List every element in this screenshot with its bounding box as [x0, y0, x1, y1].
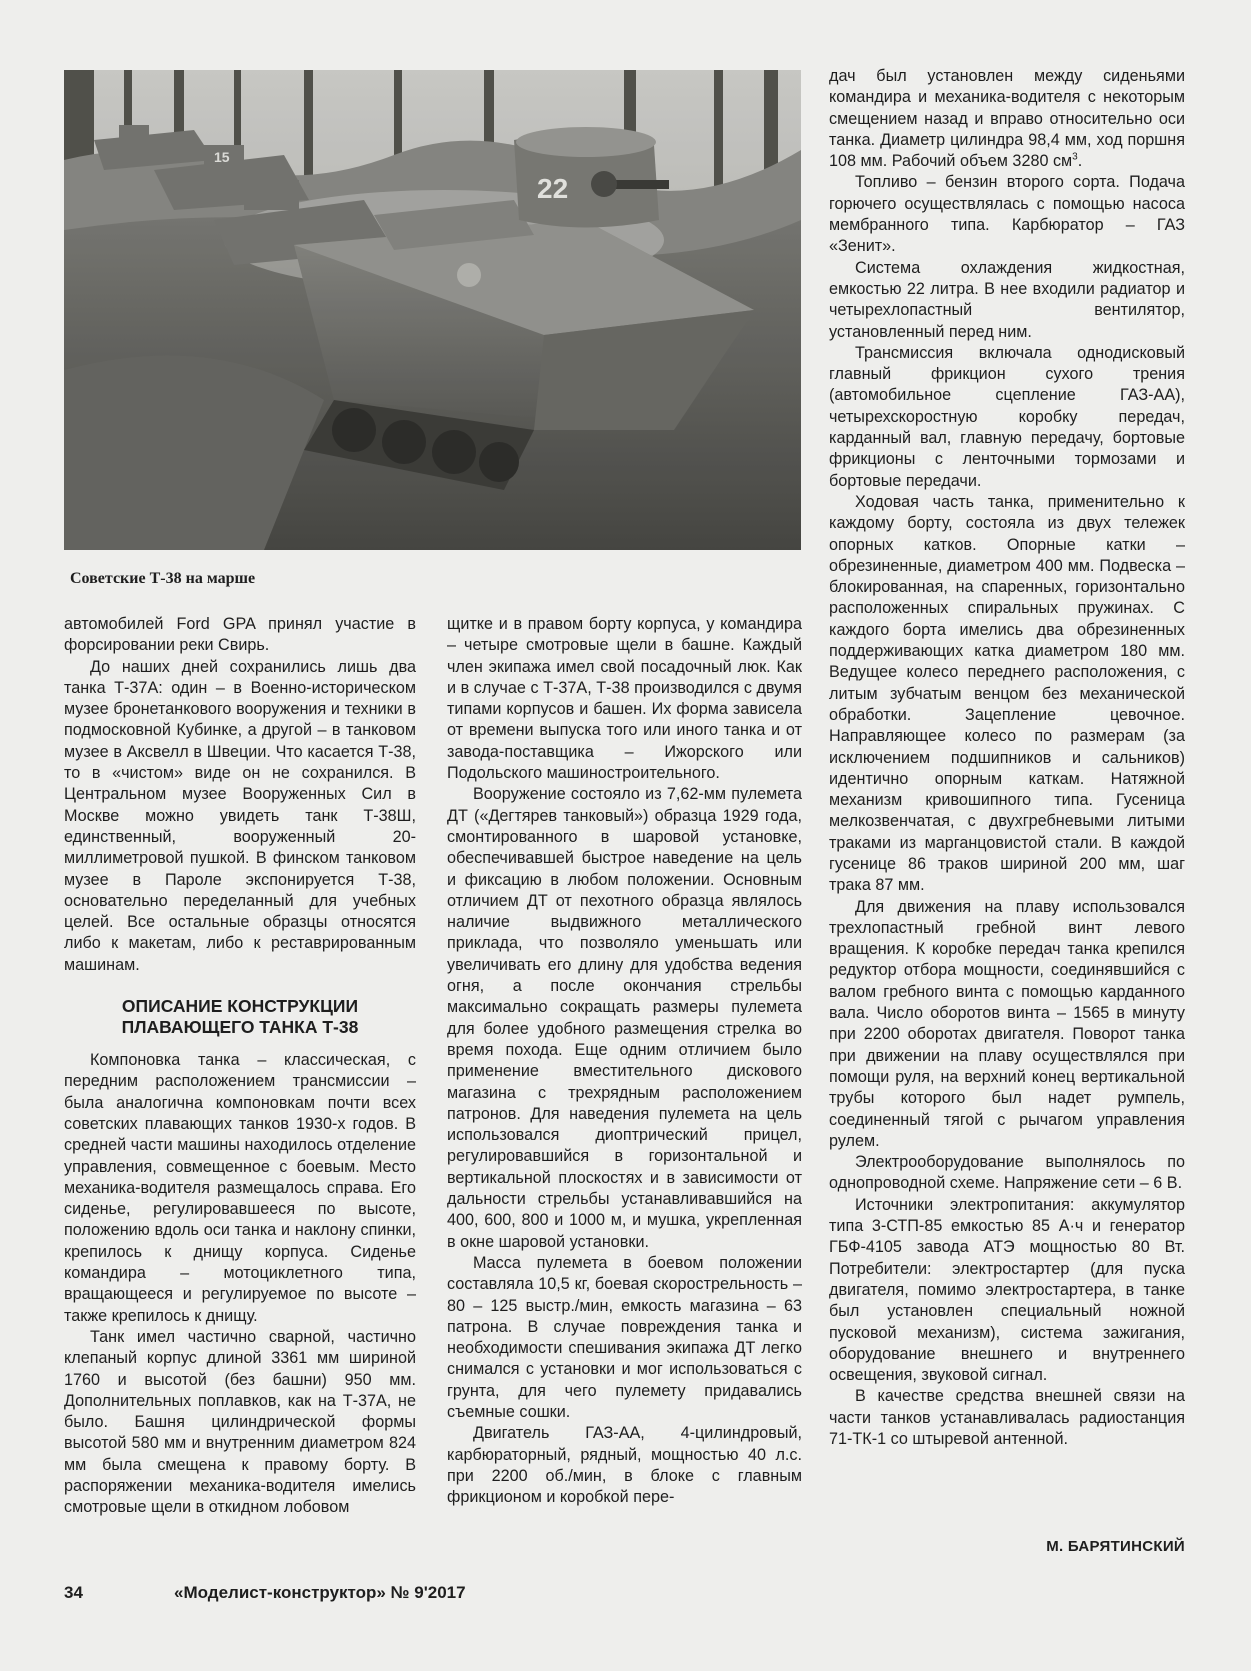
- paragraph: щитке и в правом борту корпуса, у командира – четыре смотровые щели в башне. Каждый член экипажа имел свой посадочный люк. Как и в случае с Т-37А, Т-38 производился с двумя типами корпусов и башен. Их форма зависела от времени выпуска того или иного танка и от завода-поставщика – Ижорского или Подольского машиностроительного.: [447, 615, 802, 783]
- tank-photo-illustration: [64, 70, 801, 550]
- paragraph: Масса пулемета в боевом положении составляла 10,5 кг, боевая скорострельность – 80 – 125 выстр./мин, емкость магазина – 63 патрона. В случае повреждения танка и необходимости спешивания экипажа ДТ легко снимался с установки и мог использоваться с грунта, для чего пулемету придавались съемные сошки.: [447, 1253, 802, 1421]
- section-heading-line-2: ПЛАВАЮЩЕГО ТАНКА Т-38: [121, 1017, 359, 1038]
- text-column-1: [64, 614, 416, 1519]
- paragraph: Трансмиссия включала однодисковый главный фрикцион сухого трения (автомобильное сцепление ГАЗ-АА), четырехскоростную коробку передач, карданный вал, главную передачу, бортовые фрикционы с ленточными тормозами и бортовые передачи.: [829, 343, 1185, 490]
- paragraph: Вооружение состояло из 7,62-мм пулемета ДТ («Дегтярев танковый») образца 1929 года, смонтированного в шаровой установке, обеспечивавшей быстрое наведение на цель и фиксацию в любом положении. Основным отличием ДТ от пехотного образца являлось наличие выдвижного металлического приклада, что позволяло уменьшать или увеличивать его длину для удобства ведения огня, а после окончания стрельбы максимально сокращать размеры пулемета для более удобного размещения стрелка во время похода. Еще одним отличием было применение вместительного дискового магазина с трехрядным расположением патронов. Для наведения пулемета на цель использовался диоптрический прицел, регулировавшийся в горизонтальной и вертикальной плоскостях и в зависимости от дальности стрельбы устанавливавшийся на 400, 600, 800 и 1000 м, и мушка, укрепленная в окне шаровой установки.: [447, 785, 802, 1251]
- tank-photo: [64, 70, 801, 550]
- paragraph: Топливо – бензин второго сорта. Подача горючего осуществлялась с помощью насоса мембранного типа. Карбюратор – ГАЗ «Зенит».: [829, 173, 1185, 256]
- paragraph: Электрооборудование выполнялось по однопроводной схеме. Напряжение сети – 6 В.: [829, 1153, 1185, 1193]
- page-footer: [64, 1583, 764, 1603]
- paragraph: До наших дней сохранились лишь два танка Т-37А: один – в Военно-историческом музее бронетанкового вооружения и техники в подмосковной Кубинке, а другой – в танковом музее в Аксвелл в Швеции. Что касается Т-38, то в «чистом» виде он не сохранился. В Центральном музее Вооруженных Сил в Москве можно увидеть танк Т-38Ш, единственный, вооруженный 20-миллиметровой пушкой. В финском танковом музее в Пароле экспонируется Т-38, основательно переделанный для учебных целей. Все остальные образцы относятся либо к макетам, либо к реставрированным машинам.: [64, 657, 416, 974]
- paragraph: Танк имел частично сварной, частично клепаный корпус длиной 3361 мм шириной 1760 и высотой (без башни) 950 мм. Дополнительных поплавков, как на Т-37А, не было. Башня цилиндрической формы высотой 580 мм и внутренним диаметром 824 мм была смещена к правому борту. В распоряжении механика-водителя имелись смотровые щели в откидном лобовом: [64, 1327, 416, 1517]
- magazine-issue: «Моделист-конструктор» № 9'2017: [174, 1583, 466, 1602]
- section-heading: [64, 996, 416, 1038]
- paragraph: Система охлаждения жидкостная, емкостью 22 литра. В нее входили радиатор и четырехлопастный вентилятор, установленный перед ним.: [829, 258, 1185, 341]
- paragraph: В качестве средства внешней связи на части танков устанавливалась радиостанция 71-ТК-1 со штыревой антенной.: [829, 1387, 1185, 1448]
- paragraph: Компоновка танка – классическая, с передним расположением трансмиссии – была аналогична компоновкам почти всех советских плавающих танков 1930-х годов. В средней части машины находилось отделение управления, совмещенное с боевым. Место механика-водителя размещалось справа. Его сиденье, регулировавшееся по высоте, положению вдоль оси танка и наклону спинки, крепилось к днищу корпуса. Сиденье командира – мотоциклетного типа, вращающееся и регулируемое по высоте – также крепилось к днищу.: [64, 1051, 416, 1325]
- superscript: 3: [1072, 151, 1078, 163]
- photo-caption: Советские Т-38 на марше: [70, 570, 256, 587]
- paragraph: автомобилей Ford GPA принял участие в форсировании реки Свирь.: [64, 615, 416, 655]
- svg-text:22: 22: [537, 173, 569, 204]
- paragraph: Ходовая часть танка, применительно к каждому борту, состояла из двух тележек опорных катков. Опорные катки – обрезиненные, диаметром 400 мм. Подвеска – блокированная, на спаренных, горизонтально расположенных спиральных пружинах. С каждого борта имелись два обрезиненных поддерживающих катка диаметром 180 мм. Ведущее колесо переднего расположения, с литым зубчатым венцом без механической обработки. Зацепление цевочное. Направляющее колесо по размерам (за исключением подшипников и сальников) идентично опорным каткам. Натяжной механизм кривошипного типа. Гусеница мелкозвенчатая, с двухгребневыми литыми траками из марганцовистой стали. В каждой гусенице 86 траков шириной 200 мм, шаг трака 87 мм.: [829, 492, 1185, 895]
- section-heading-line-1: ОПИСАНИЕ КОНСТРУКЦИИ: [121, 996, 359, 1017]
- svg-text:15: 15: [214, 149, 230, 165]
- page-number: 34: [64, 1583, 83, 1602]
- author-signature: М. БАРЯТИНСКИЙ: [1046, 1538, 1185, 1555]
- text-column-2: [447, 614, 802, 1508]
- paragraph: Источники электропитания: аккумулятор типа 3-СТП-85 емкостью 85 А·ч и генератор ГБФ-4105 завода АТЭ мощностью 80 Вт. Потребители: электростартер (для пуска двигателя, помимо электростартера, в танке был установлен специальный ножной пусковой механизм), система зажигания, оборудование внешнего и внутреннего освещения, звуковой сигнал.: [829, 1195, 1185, 1385]
- paragraph-text: дач был установлен между сиденьями командира и механика-водителя с некоторым смещением назад и вправо относительно оси танка. Диаметр цилиндра 98,4 мм, ход поршня 108 мм. Рабочий объем 3280 см: [829, 67, 1185, 171]
- paragraph: [829, 66, 1185, 172]
- paragraph-end: .: [1077, 152, 1083, 171]
- paragraph: Для движения на плаву использовался трехлопастный гребной винт левого вращения. К коробке передач танка крепился редуктор отбора мощности, соединявшийся с валом гребного винта с помощью карданного вала. Число оборотов винта – 1565 в минуту при 2200 оборотах двигателя. Поворот танка при движении на плаву осуществлялся при помощи руля, на верхний конец вертикальной трубы которого был надет румпель, соединенный тягой с рычагом управления рулем.: [829, 897, 1185, 1150]
- paragraph: Двигатель ГАЗ-АА, 4-цилиндровый, карбюраторный, рядный, мощностью 40 л.с. при 2200 об./мин, в блоке с главным фрикционом и коробкой пере-: [447, 1424, 802, 1507]
- text-column-3: [829, 66, 1185, 1450]
